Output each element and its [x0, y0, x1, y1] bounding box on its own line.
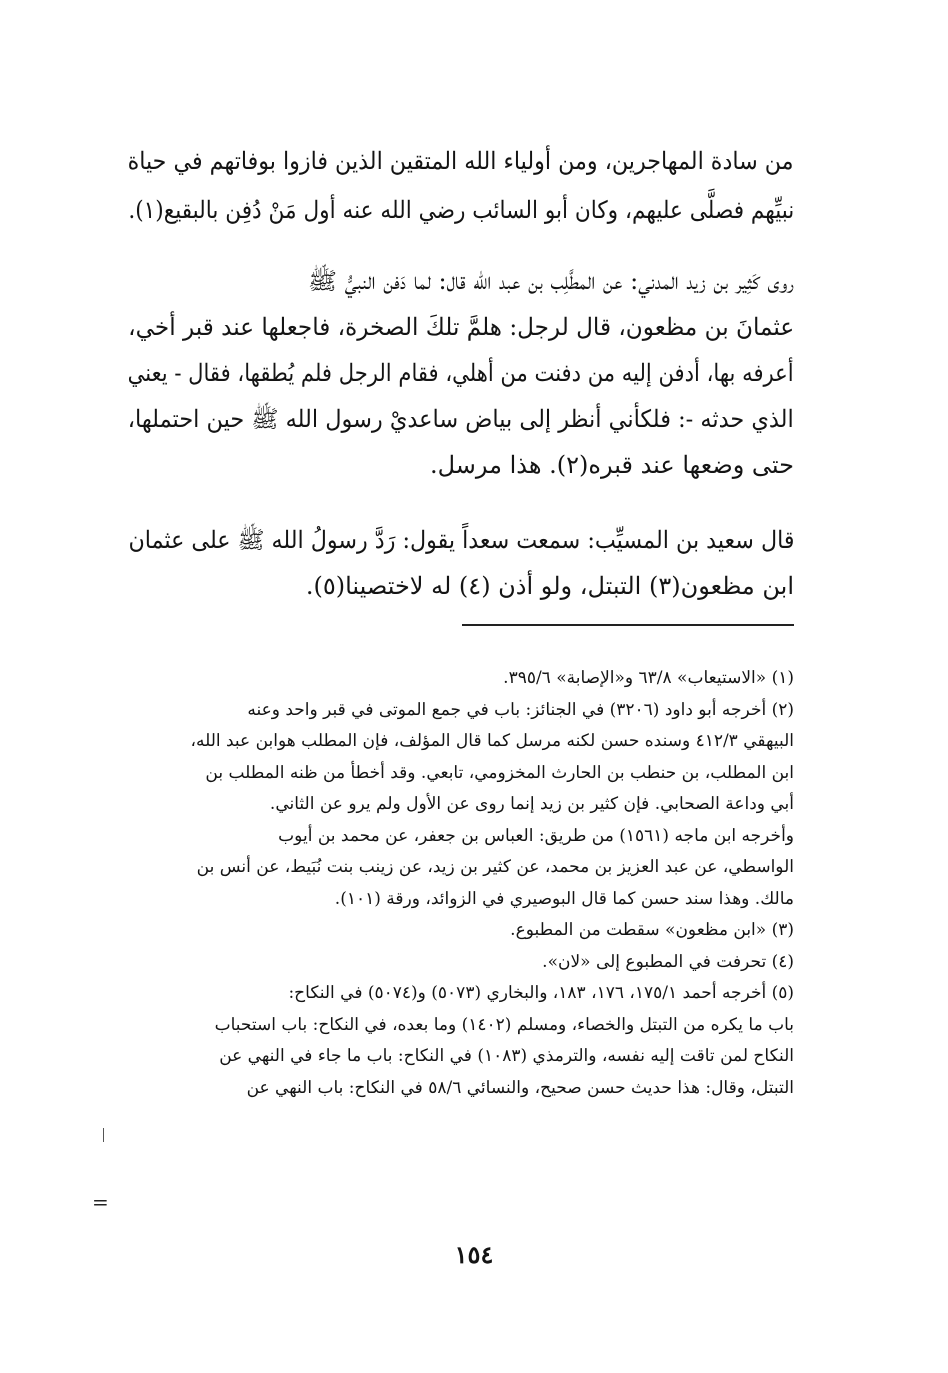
page-number: ١٥٤ [454, 1240, 494, 1269]
footnote-line: النكاح لمن تاقت إليه نفسه، والترمذي (١٠٨٣) في النكاح: باب ما جاء في النهي عن [219, 1046, 794, 1066]
footnote-line: أبي وداعة الصحابي. فإن كثير بن زيد إنما روى عن الأول ولم يرو عن الثاني. [269, 794, 794, 814]
footnote-line: (١) «الاستيعاب» ٦٣/٨ و«الإصابة» ٣٩٥/٦. [503, 668, 794, 688]
text-line: روى كَثِير بن زيد المدني: عن المطَّلِب بن عبد الله قال: لما دَفن النبيُّ ﷺ [308, 267, 794, 295]
footnote-line: التبتل، وقال: هذا حديث حسن صحيح، والنسائي ٥٨/٦ في النكاح: باب النهي عن [246, 1077, 794, 1098]
text-line: نبيِّهم فصلَّى عليهم، وكان أبو السائب رضي الله عنه أول مَنْ دُفِن بالبقيع(١). [128, 196, 794, 224]
footnote-line: (٢) أخرجه أبو داود (٣٢٠٦) في الجنائز: باب في جمع الموتى في قبر واحد وعنه [247, 699, 794, 720]
footnote-line: ابن المطلب، بن حنطب بن الحارث المخزومي، تابعي. وقد أخطأ من ظنه المطلب بن [205, 762, 794, 783]
footnotes [128, 663, 794, 1104]
footnote-line: وأخرجه ابن ماجه (١٥٦١) من طريق: العباس بن جعفر، عن محمد بن أيوب [278, 825, 794, 846]
text-line: من سادة المهاجرين، ومن أولياء الله المتقين الذين فازوا بوفاتهم في حياة [128, 147, 794, 175]
footnote-line: (٥) أخرجه أحمد ١٧٥/١، ١٧٦، ١٨٣، والبخاري (٥٠٧٣) و(٥٠٧٤) في النكاح: [288, 983, 794, 1003]
continuation-mark: = [92, 1190, 109, 1214]
footnote-line: (٤) تحرفت في المطبوع إلى «لان». [542, 951, 794, 972]
text-line: حتى وضعها عند قبره(٢). هذا مرسل. [429, 451, 794, 479]
footnote-line: (٣) «ابن مظعون» سقطت من المطبوع. [510, 920, 794, 940]
paragraph-3 [128, 517, 794, 609]
footnote-line: مالك. وهذا سند حسن كما قال البوصيري في الزوائد، ورقة (١٠١). [334, 888, 794, 909]
paragraph-1 [128, 137, 794, 235]
paragraph-2 [128, 258, 794, 488]
footnote-line: البيهقي ٤١٢/٣ وسنده حسن لكنه مرسل كما قال المؤلف، فإن المطلب هوابن عبد الله، [190, 731, 794, 751]
footnote-separator [462, 624, 794, 626]
text-line: أعرفه بها، أدفن إليه من دفنت من أهلي، فقام الرجل فلم يُطقها، فقال - يعني [128, 359, 794, 387]
text-line: قال سعيد بن المسيِّب: سمعت سعداً يقول: رَدَّ رسولُ الله ﷺ على عثمان [128, 526, 794, 554]
margin-mark [103, 1128, 104, 1142]
footnote-line: باب ما يكره من التبتل والخصاء، ومسلم (١٤٠٢) وما بعده، في النكاح: باب استحباب [214, 1014, 794, 1035]
text-line: الذي حدثه -: فلكأني أنظر إلى بياض ساعديْ رسول الله ﷺ حين احتملها، [128, 405, 794, 433]
text-line: عثمانَ بن مظعون، قال لرجل: هلمَّ تلكَ الصخرة، فاجعلها عند قبر أخي، [128, 313, 794, 341]
footnote-line: الواسطي، عن عبد العزيز بن محمد، عن كثير بن زيد، عن زينب بنت نُبَيط، عن أنس بن [196, 857, 794, 877]
text-line: ابن مظعون(٣) التبتل، ولو أذن (٤) له لاختصينا(٥). [305, 572, 794, 600]
